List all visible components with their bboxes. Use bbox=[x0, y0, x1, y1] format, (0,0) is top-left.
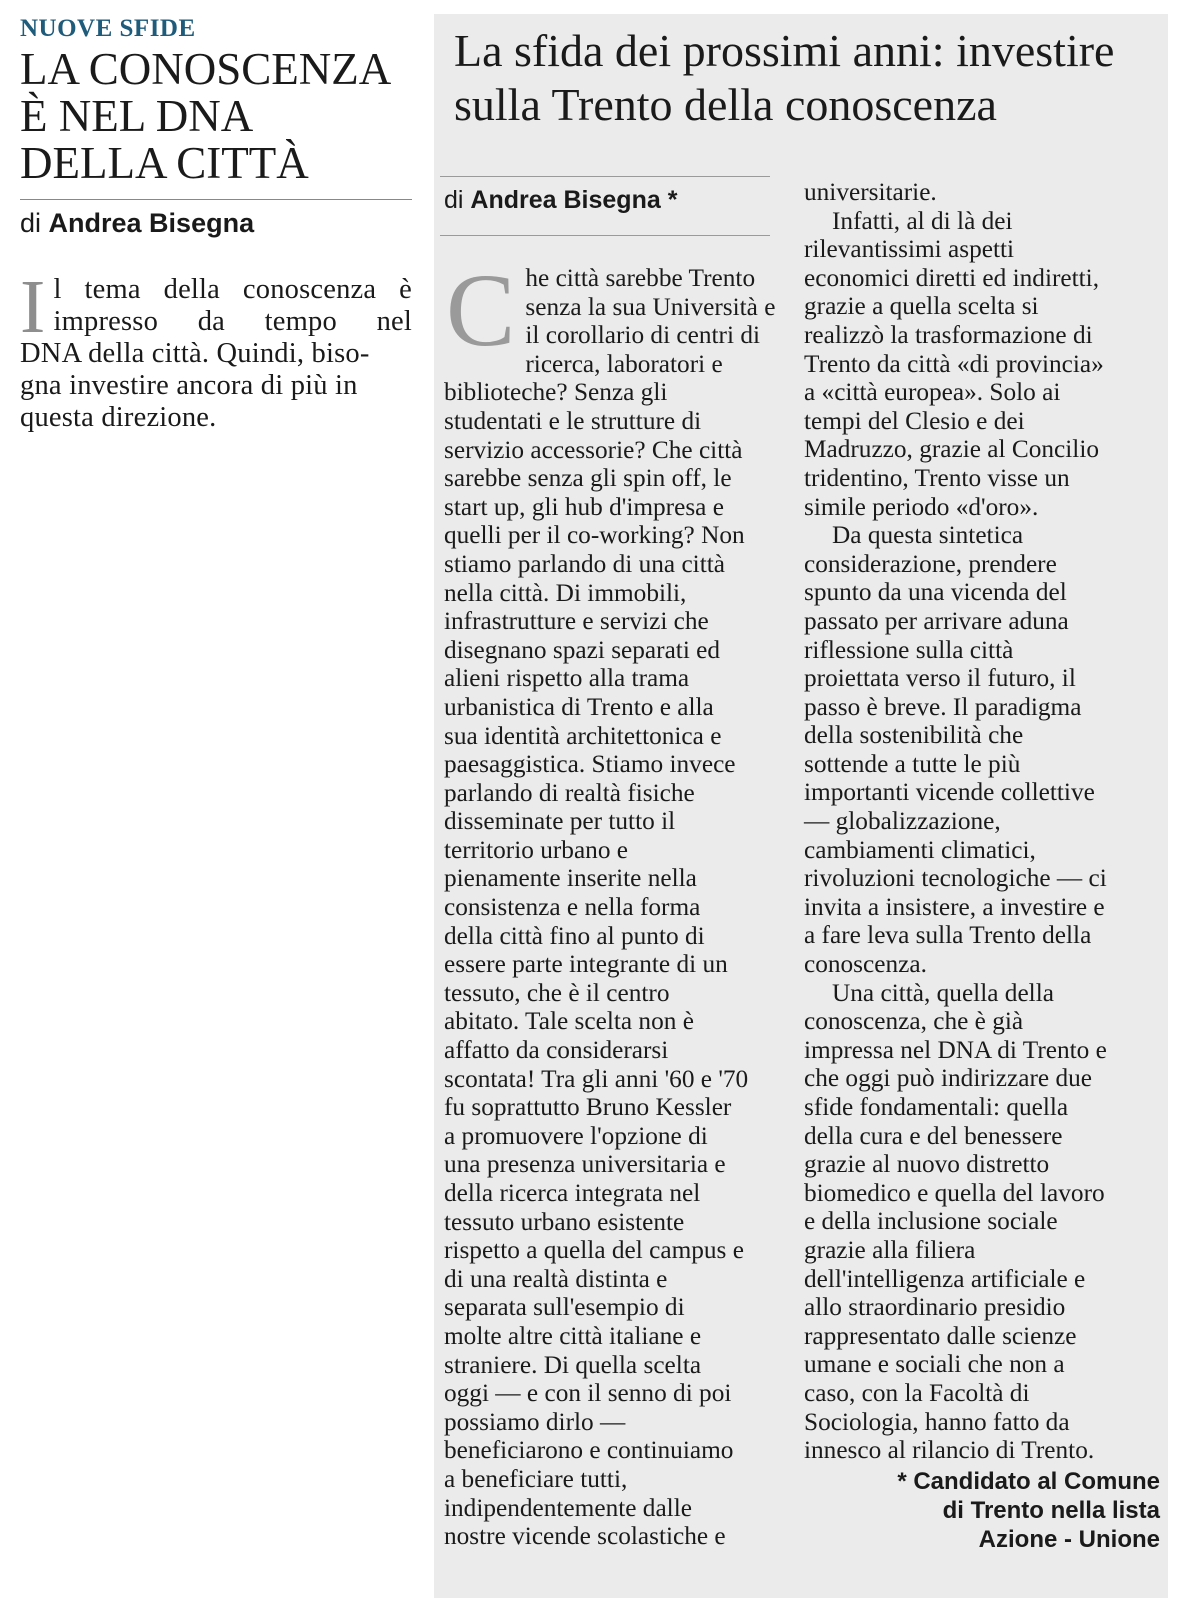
article-text-line: invita a insistere, a investire e bbox=[804, 892, 1105, 921]
article-text-line: he città sarebbe Trento bbox=[525, 264, 756, 292]
sidebar-title bbox=[20, 46, 412, 187]
article-text-line: della cura e del benessere bbox=[804, 1121, 1063, 1150]
signature-line: Azione - Unione bbox=[978, 1525, 1160, 1553]
section-kicker: NUOVE SFIDE bbox=[20, 15, 196, 42]
article-text-line: territorio urbano e bbox=[444, 835, 629, 864]
article-text-line: stiamo parlando di una città bbox=[444, 549, 725, 578]
article-text-line: — globalizzazione, bbox=[804, 807, 1001, 836]
article-text-line: rivoluzioni tecnologiche — ci bbox=[804, 864, 1107, 893]
article-text-line: dell'intelligenza artificiale e bbox=[804, 1264, 1086, 1293]
article-text-line: della città fino al punto di bbox=[444, 921, 705, 950]
article-text-line: a beneficiare tutti, bbox=[444, 1464, 628, 1493]
article-text-line: innesco al rilancio di Trento. bbox=[804, 1436, 1095, 1465]
article-text-line: scontata! Tra gli anni '60 e '70 bbox=[444, 1064, 749, 1093]
article-text-line: che oggi può indirizzare due bbox=[804, 1064, 1092, 1093]
article-text-line: senza la sua Università e bbox=[525, 292, 776, 321]
article-text-line: beneficiarono e continuiamo bbox=[444, 1436, 734, 1465]
article-text-line: paesaggistica. Stiamo invece bbox=[444, 750, 736, 779]
article-text-line: Madruzzo, grazie al Concilio bbox=[804, 435, 1100, 464]
article-dropcap: C bbox=[446, 253, 516, 368]
article-text-line: economici diretti ed indiretti, bbox=[804, 263, 1100, 292]
article-text-line: nostre vicende scolastiche e bbox=[444, 1522, 726, 1551]
article-text-line: Una città, quella della bbox=[832, 978, 1054, 1007]
article-text-line: simile periodo «d'oro». bbox=[804, 492, 1039, 521]
article-text-line: universitarie. bbox=[804, 178, 937, 206]
article-text-line: tessuto, che è il centro bbox=[444, 978, 670, 1007]
article-byline bbox=[444, 185, 677, 215]
headline-line: sulla Trento della conoscenza bbox=[454, 79, 997, 130]
byline-author: Andrea Bisegna bbox=[48, 208, 255, 238]
article-text-line: essere parte integrante di un bbox=[444, 950, 728, 979]
summary-dropcap: I bbox=[20, 265, 46, 349]
summary-line: DNA della città. Quindi, biso- bbox=[20, 338, 370, 369]
article-text-line: alieni rispetto alla trama bbox=[444, 664, 690, 693]
article-text-line: consistenza e nella forma bbox=[444, 893, 701, 922]
article-column-1 bbox=[444, 253, 776, 1551]
article-text-line: fu soprattutto Bruno Kessler bbox=[444, 1093, 732, 1122]
article-text-line: rilevantissimi aspetti bbox=[804, 235, 1015, 264]
sidebar-summary-box bbox=[20, 14, 412, 434]
article-text-line: disegnano spazi separati ed bbox=[444, 635, 721, 664]
article-text-line: cambiamenti climatici, bbox=[804, 835, 1036, 864]
article-text-line: e della inclusione sociale bbox=[804, 1207, 1058, 1236]
byline-prefix: di bbox=[20, 208, 42, 238]
article-text-line: di una realtà distinta e bbox=[444, 1264, 668, 1293]
article-text-line: a promuovere l'opzione di bbox=[444, 1121, 708, 1150]
article-text-line: umane e sociali che non a bbox=[804, 1350, 1065, 1379]
article-text-line: realizzò la trasformazione di bbox=[804, 320, 1093, 349]
article-text-line: start up, gli hub d'impresa e bbox=[444, 492, 724, 521]
sidebar-summary bbox=[20, 265, 412, 434]
sidebar-title-line: È NEL DNA bbox=[20, 91, 254, 141]
author-signature bbox=[804, 1467, 1160, 1554]
article-text-line: caso, con la Facoltà di bbox=[804, 1378, 1030, 1407]
article-panel bbox=[434, 14, 1168, 1598]
article-text-line: Trento da città «di provincia» bbox=[804, 349, 1104, 378]
article-text-line: passato per arrivare aduna bbox=[804, 606, 1069, 635]
article-text-line: Da questa sintetica bbox=[832, 521, 1024, 550]
article-text-line: grazie alla filiera bbox=[804, 1235, 976, 1264]
article-text-line: possiamo dirlo — bbox=[444, 1407, 626, 1436]
article-text-line: rispetto a quella del campus e bbox=[444, 1236, 744, 1265]
byline-author: Andrea Bisegna * bbox=[470, 186, 678, 214]
signature-line: * Candidato al Comune bbox=[897, 1467, 1160, 1495]
article-text-line: oggi — e con il senno di poi bbox=[444, 1379, 732, 1408]
article-text-line: parlando di realtà fisiche bbox=[444, 778, 695, 807]
sidebar-divider bbox=[20, 199, 412, 200]
article-text-line: della ricerca integrata nel bbox=[444, 1179, 701, 1207]
article-text-line: proiettata verso il futuro, il bbox=[804, 664, 1076, 693]
article-byline-box bbox=[440, 176, 770, 236]
article-text-line: indipendentemente dalle bbox=[444, 1493, 692, 1522]
article-text-line: tridentino, Trento visse un bbox=[804, 463, 1070, 492]
article-text-line: impressa nel DNA di Trento e bbox=[804, 1035, 1107, 1064]
article-text-line: spunto da una vicenda del bbox=[804, 578, 1067, 607]
article-text-line: infrastrutture e servizi che bbox=[444, 607, 709, 636]
headline-line: La sfida dei prossimi anni: investire bbox=[454, 25, 1115, 76]
article-text-line: abitato. Tale scelta non è bbox=[444, 1007, 694, 1036]
article-text-line: pienamente inserite nella bbox=[444, 864, 697, 893]
article-text-line: nella città. Di immobili, bbox=[444, 578, 687, 607]
article-text-line: tessuto urbano esistente bbox=[444, 1207, 685, 1236]
article-text-line: a fare leva sulla Trento della bbox=[804, 921, 1092, 950]
article-text-line: tempi del Clesio e dei bbox=[804, 406, 1025, 435]
article-text-line: a «città europea». Solo ai bbox=[804, 378, 1061, 407]
article-text-line: Infatti, al di là dei bbox=[832, 206, 1013, 235]
article-text-line: passo è breve. Il paradigma bbox=[804, 692, 1082, 721]
article-text-line: importanti vicende collettive bbox=[804, 778, 1095, 807]
article-text-line: grazie al nuovo distretto bbox=[804, 1150, 1050, 1179]
summary-line: questa direzione. bbox=[20, 402, 217, 433]
article-text-line: ricerca, laboratori e bbox=[525, 349, 723, 378]
summary-line: l tema della conoscenza è bbox=[53, 274, 412, 305]
article-text-line: conoscenza. bbox=[804, 950, 927, 979]
article-text-line: una presenza universitaria e bbox=[444, 1150, 726, 1179]
signature-line: di Trento nella lista bbox=[942, 1496, 1160, 1524]
article-text-line: della sostenibilità che bbox=[804, 721, 1024, 750]
sidebar-title-line: LA CONOSCENZA bbox=[20, 44, 392, 94]
article-column-2 bbox=[804, 178, 1160, 1554]
article-text-line: il corollario di centri di bbox=[525, 321, 761, 350]
article-text-line: considerazione, prendere bbox=[804, 549, 1057, 578]
article-text-line: urbanistica di Trento e alla bbox=[444, 692, 714, 721]
article-text-line: disseminate per tutto il bbox=[444, 807, 676, 836]
article-text-line: rappresentato dalle scienze bbox=[804, 1321, 1077, 1350]
article-text-line: sfide fondamentali: quella bbox=[804, 1093, 1069, 1121]
article-text-line: biblioteche? Senza gli bbox=[444, 378, 668, 407]
summary-line: impresso da tempo nel bbox=[53, 306, 412, 337]
article-text-line: separata sull'esempio di bbox=[444, 1293, 685, 1322]
summary-line: gna investire ancora di più in bbox=[20, 370, 358, 401]
article-text-line: quelli per il co-working? Non bbox=[444, 521, 745, 550]
article-text-line: biomedico e quella del lavoro bbox=[804, 1178, 1105, 1207]
article-text-line: sua identità architettonica e bbox=[444, 721, 722, 750]
article-text-line: sottende a tutte le più bbox=[804, 749, 1021, 778]
article-text-line: molte altre città italiane e bbox=[444, 1321, 702, 1350]
byline-prefix: di bbox=[444, 186, 464, 214]
article-text-line: servizio accessorie? Che città bbox=[444, 435, 743, 464]
article-text-line: riflessione sulla città bbox=[804, 635, 1014, 664]
article-text-line: Sociologia, hanno fatto da bbox=[804, 1407, 1070, 1436]
article-text-line: conoscenza, che è già bbox=[804, 1007, 1024, 1036]
sidebar-title-line: DELLA CITTÀ bbox=[20, 138, 309, 188]
article-text-line: sarebbe senza gli spin off, le bbox=[444, 464, 732, 493]
article-text-line: allo straordinario presidio bbox=[804, 1293, 1066, 1322]
article-headline bbox=[454, 24, 1154, 132]
article-text-line: affatto da considerarsi bbox=[444, 1036, 669, 1065]
sidebar-byline bbox=[20, 206, 412, 240]
article-text-line: straniere. Di quella scelta bbox=[444, 1350, 702, 1379]
article-text-line: studentati e le strutture di bbox=[444, 406, 702, 435]
article-text-line: grazie a quella scelta si bbox=[804, 292, 1039, 321]
